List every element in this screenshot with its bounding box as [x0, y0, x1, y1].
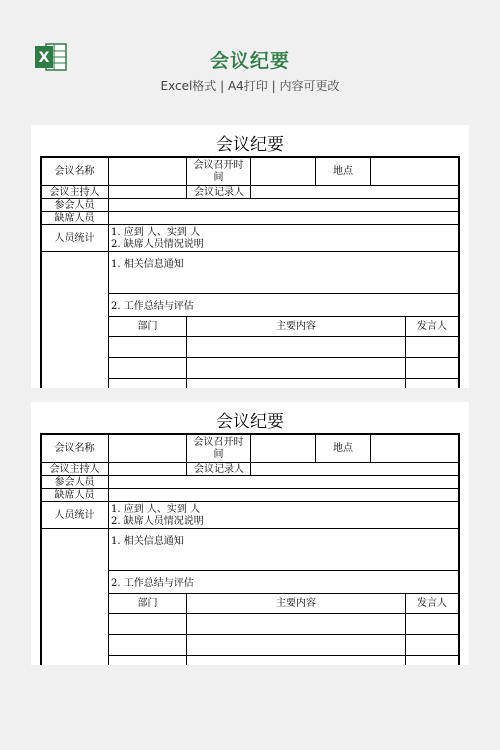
- meeting-time-label-cont: 间: [213, 449, 224, 460]
- host-label: 会议主持人: [49, 187, 100, 198]
- absentees-label: 缺席人员: [54, 490, 95, 501]
- attendees-label: 参会人员: [54, 477, 95, 488]
- form-title: 会议纪要: [216, 135, 284, 155]
- absentees-label: 缺席人员: [54, 213, 95, 224]
- column-speaker: 发言人: [417, 598, 447, 609]
- notice-label: 1. 相关信息通知: [111, 536, 184, 547]
- meeting-name-label: 会议名称: [54, 166, 95, 177]
- location-label: 地点: [333, 166, 353, 177]
- column-department: 部门: [137, 321, 158, 332]
- excel-logo-letter: X: [38, 50, 50, 66]
- column-speaker: 发言人: [417, 321, 447, 332]
- meeting-time-label: 会议召开时: [193, 160, 244, 171]
- column-department: 部门: [137, 598, 158, 609]
- column-content: 主要内容: [276, 598, 316, 609]
- column-content: 主要内容: [276, 321, 316, 332]
- recorder-label: 会议记录人: [194, 187, 244, 198]
- form-title: 会议纪要: [216, 412, 284, 432]
- page-header: [0, 0, 500, 110]
- stats-line-2: 2. 缺席人员情况说明: [111, 239, 204, 250]
- meeting-time-label-cont: 间: [213, 172, 224, 183]
- stats-label: 人员统计: [54, 510, 95, 521]
- meeting-name-label: 会议名称: [54, 443, 95, 454]
- form-preview-2: [31, 402, 469, 665]
- stats-line-1: 1. 应到 人、实到 人: [111, 227, 201, 238]
- stats-line-2: 2. 缺席人员情况说明: [111, 516, 204, 527]
- summary-label: 2. 工作总结与评估: [111, 578, 194, 589]
- location-label: 地点: [333, 443, 353, 454]
- attendees-label: 参会人员: [54, 200, 95, 211]
- form-preview-1: [31, 125, 469, 388]
- notice-label: 1. 相关信息通知: [111, 259, 184, 270]
- recorder-label: 会议记录人: [194, 464, 244, 475]
- host-label: 会议主持人: [49, 464, 100, 475]
- stats-label: 人员统计: [54, 233, 95, 244]
- summary-label: 2. 工作总结与评估: [111, 301, 194, 312]
- meeting-time-label: 会议召开时: [193, 437, 244, 448]
- stats-line-1: 1. 应到 人、实到 人: [111, 504, 201, 515]
- page-title: 会议纪要: [209, 50, 290, 72]
- page-subtitle: Excel格式 | A4打印 | 内容可更改: [160, 79, 340, 93]
